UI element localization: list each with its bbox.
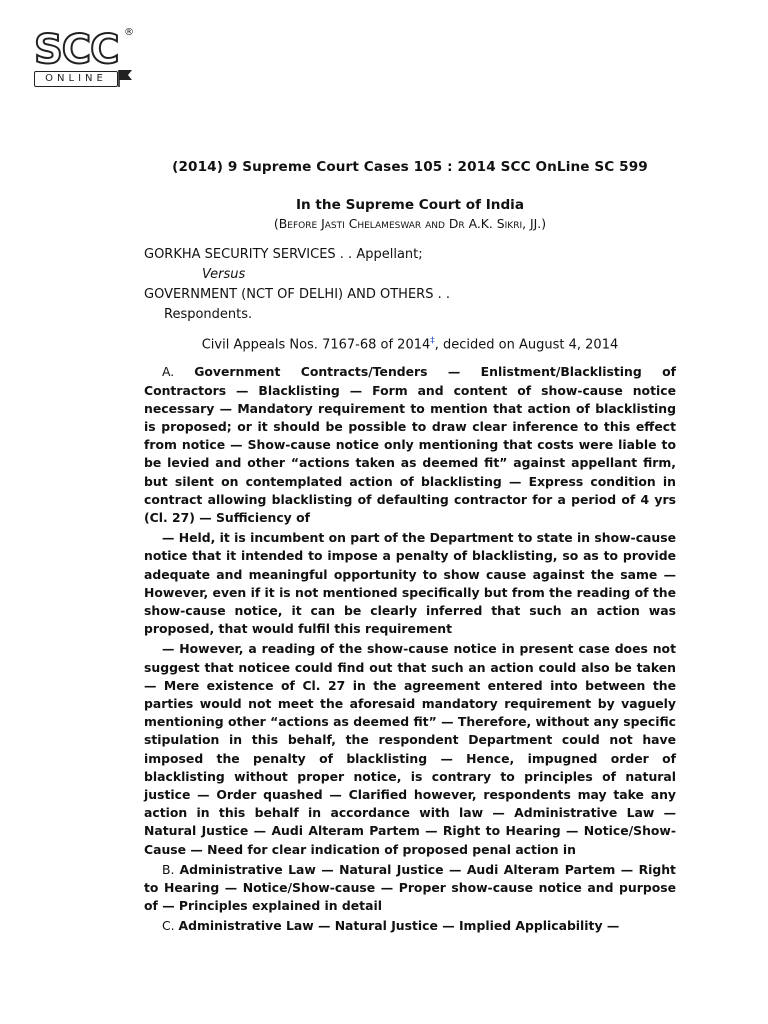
logo-flag-icon bbox=[118, 68, 134, 88]
document-body bbox=[144, 158, 676, 938]
appellant-line: GORKHA SECURITY SERVICES . . Appellant; bbox=[144, 247, 423, 262]
headnote-label: B. bbox=[162, 861, 175, 877]
headnote-label: A. bbox=[162, 364, 175, 380]
headnote-c bbox=[144, 917, 676, 935]
appeal-number: Civil Appeals Nos. 7167-68 of 2014 bbox=[201, 337, 431, 353]
logo-registered-mark: ® bbox=[124, 27, 134, 38]
case-citation: (2014) 9 Supreme Court Cases 105 : 2014 SCC OnLine SC 599 bbox=[172, 159, 648, 175]
versus-label: Versus bbox=[202, 267, 246, 282]
headnote-text: — However, a reading of the show-cause notice in present case does not suggest that noticee could find out that such an action could also be taken — Mere existence of Cl. 27 in the agreement entered into between the parties would not meet the aforesaid mandatory requirement by vaguely mentioning other “actions as deemed fit” — Therefore, without any specific stipulation in this behalf, the respondent Department could not have imposed the penalty of blacklisting — Hence, impugned order of blacklisting without proper notice, is contrary to principles of natural justice — Order quashed — Clarified however, respondents may take any action in this behalf in accordance with law — Administrative Law — Natural Justice — Audi Alteram Partem — Right to Hearing — Notice/Show-Cause — Need for clear indication of proposed penal action in bbox=[144, 641, 676, 857]
headnote-text: Administrative Law — Natural Justice — Implied Applicability — bbox=[178, 918, 620, 934]
headnote-text: Administrative Law — Natural Justice — Audi Alteram Partem — Right to Hearing — Notice/Show-cause — Proper show-cause notice and purpose of — Principles explained in detail bbox=[144, 861, 676, 914]
logo-brand: SCC bbox=[34, 27, 119, 73]
headnote-label: C. bbox=[162, 918, 175, 934]
bench-line: (Before Jasti Chelameswar and Dr A.K. Sikri, JJ.) bbox=[273, 216, 547, 231]
respondent-name: GOVERNMENT (NCT OF DELHI) AND OTHERS . . bbox=[144, 287, 450, 302]
headnote-text: Government Contracts/Tenders — Enlistment/Blacklisting of Contractors — Blacklisting — Form and content of show-cause notice necessary — Mandatory requirement to mention that action of blacklisting is proposed; or it should be possible to draw clear inference to this effect from notice — Show-cause notice only mentioning that costs were liable to be levied and other “actions taken as deemed fit” against appellant firm, but silent on contemplated action of blacklisting — Express condition in contract allowing blacklisting of defaulting contractor for a period of 4 yrs (Cl. 27) — Sufficiency of bbox=[144, 364, 676, 525]
headnote-b bbox=[144, 861, 676, 916]
scc-online-logo bbox=[32, 28, 136, 90]
footnote-link[interactable]: ‡ bbox=[430, 336, 435, 346]
appeal-date: , decided on August 4, 2014 bbox=[434, 337, 619, 353]
headnote-a bbox=[144, 363, 676, 527]
appeal-line bbox=[144, 331, 676, 355]
respondent-role: Respondents. bbox=[164, 307, 253, 322]
logo-subtitle: ONLINE bbox=[34, 71, 118, 87]
headnote-text: — Held, it is incumbent on part of the Department to state in show-cause notice that it intended to impose a penalty of blacklisting, so as to provide adequate and meaningful opportunity to show cause against the same — However, even if it is not mentioned specifically but from the reading of the show-cause notice, it can be clearly inferred that such an action was proposed, that would fulfil this requirement bbox=[144, 530, 676, 637]
respondent-line bbox=[144, 285, 676, 325]
headnote-a-held bbox=[144, 529, 676, 638]
court-name: In the Supreme Court of India bbox=[295, 197, 525, 213]
headnote-a-however bbox=[144, 640, 676, 858]
